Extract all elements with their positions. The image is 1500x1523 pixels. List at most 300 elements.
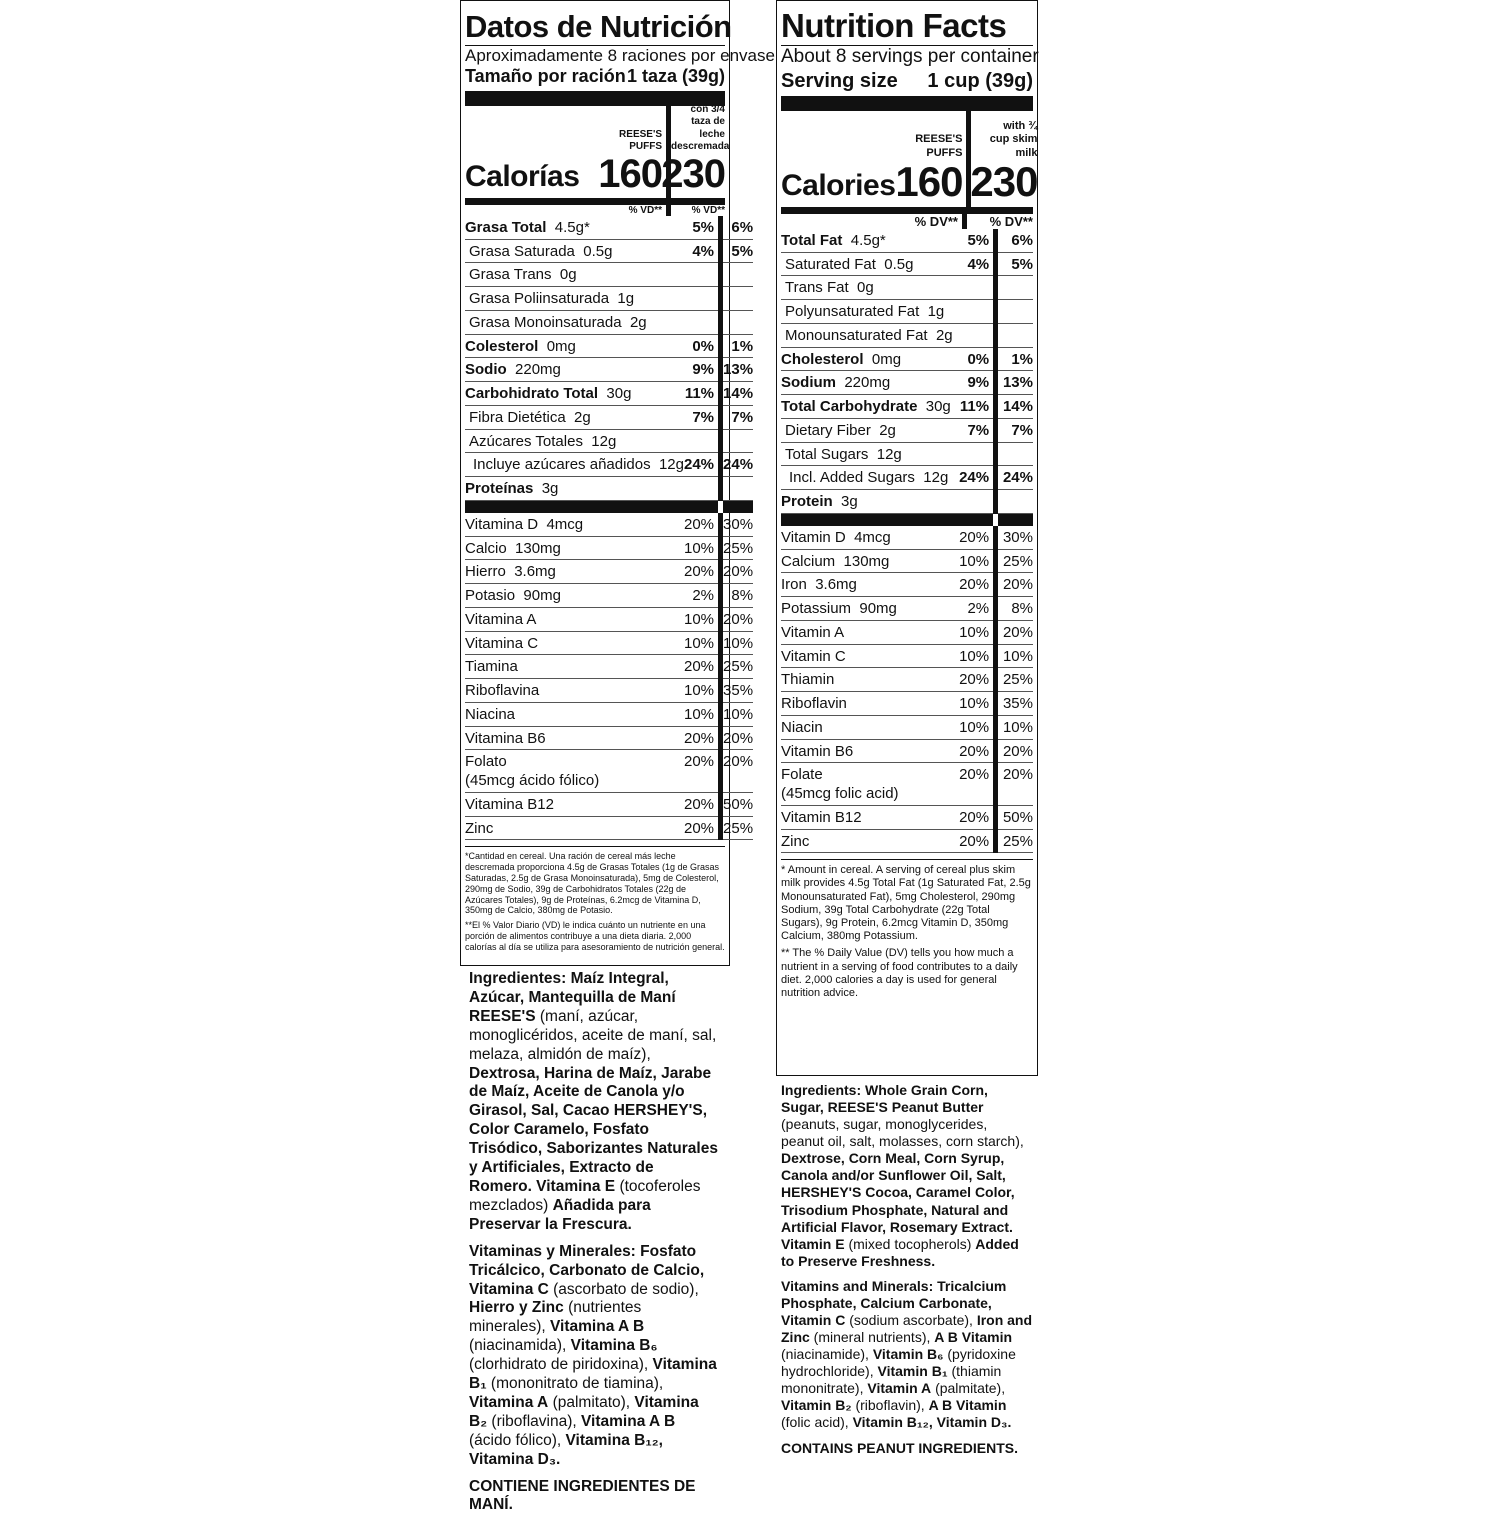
- dv-with-milk: [721, 477, 754, 501]
- dv-with-milk: 20%: [996, 763, 1033, 806]
- nutrient-cell: [465, 263, 684, 287]
- nutrient-cell: [781, 347, 953, 371]
- vitamin-row: [465, 702, 753, 726]
- vitamin-cell: [465, 750, 684, 793]
- vitamin-row: [465, 726, 753, 750]
- nutrient-amount: 12g: [591, 432, 617, 450]
- vitamin-row: [781, 597, 1033, 621]
- vitamin-cell: [465, 607, 684, 631]
- vitmin-text: Vitamina B₂: [469, 1393, 699, 1430]
- nutrient-row: [465, 263, 753, 287]
- dv-cereal: [953, 442, 996, 466]
- dv-with-milk: 35%: [996, 692, 1033, 716]
- nutrient-name: Cholesterol: [781, 350, 864, 368]
- dv-cereal: 11%: [684, 382, 721, 406]
- dv-cereal: 20%: [953, 668, 996, 692]
- dv-with-milk: 20%: [996, 739, 1033, 763]
- nutrient-cell: [781, 276, 953, 300]
- vitmin-text: A B Vitamin: [928, 1397, 1007, 1414]
- dv-with-milk: 5%: [996, 252, 1033, 276]
- dv-with-milk: [721, 310, 754, 334]
- vitamin-cell: [781, 573, 953, 597]
- ingredients-text: Whole Grain Corn, Sugar, REESE'S Peanut Butter: [781, 1082, 988, 1116]
- dv-cereal: 9%: [953, 371, 996, 395]
- english-nutrition-label: [776, 0, 1038, 1076]
- serving-size-value: 1 cup (39g): [927, 69, 1033, 92]
- dv-cereal: 20%: [953, 829, 996, 853]
- nutrient-row: [781, 300, 1033, 324]
- vitamin-row: [781, 805, 1033, 829]
- nutrient-amount: 0g: [559, 266, 577, 284]
- vitamin-cell: [465, 584, 684, 608]
- nutrient-cell: [465, 310, 684, 334]
- vitamin-row: [781, 692, 1033, 716]
- vitmin-text: (riboflavin),: [855, 1397, 925, 1414]
- vitamin-cell: [465, 560, 684, 584]
- vitamin-name: Folate: [781, 766, 823, 784]
- dv-cereal: 10%: [953, 549, 996, 573]
- vitamin-cell: [781, 829, 953, 853]
- vitmin-text: (palmitate),: [935, 1380, 1006, 1397]
- vitmin-text: (palmitato),: [552, 1393, 631, 1411]
- dv-cereal: 5%: [953, 229, 996, 252]
- vitamin-row: [465, 631, 753, 655]
- vitmin-text: A B Vitamin: [934, 1329, 1013, 1346]
- vitamin-name: Niacina: [465, 705, 516, 723]
- serving-size-label: Serving size: [781, 69, 898, 92]
- vitmin-text: Hierro y Zinc: [469, 1299, 564, 1317]
- nutrient-name: Proteínas: [465, 480, 534, 498]
- thick-divider: [781, 513, 1033, 526]
- nutrient-row: [465, 310, 753, 334]
- dv-cereal: 4%: [684, 239, 721, 263]
- dv-cereal: 2%: [953, 597, 996, 621]
- dv-with-milk: 5%: [721, 239, 754, 263]
- nutrient-amount: 0mg: [871, 350, 902, 368]
- dv-cereal: 20%: [684, 816, 721, 840]
- dv-with-milk: 24%: [996, 466, 1033, 490]
- nutrient-row: [465, 239, 753, 263]
- dv-label-milk: % DV**: [962, 214, 1033, 229]
- vitmin-text: (nutrientes minerales),: [469, 1299, 642, 1336]
- vitamin-cell: [465, 679, 684, 703]
- ingredients-text: (peanuts, sugar, monoglycerides, peanut oil, salt, molasses, corn starch),: [781, 1116, 1024, 1150]
- vitamin-amount: 4mcg: [546, 515, 584, 533]
- dv-with-milk: 7%: [721, 405, 754, 429]
- dv-with-milk: 14%: [721, 382, 754, 406]
- nutrient-name: Protein: [781, 493, 833, 511]
- nutrient-name: Total Sugars: [785, 445, 869, 463]
- vitamin-cell: [465, 816, 684, 840]
- vitamins-minerals-label: Vitaminas y Minerales: Fosfato Tricálcico, Carbonato de Calcio, Vitamina C: [469, 1242, 705, 1298]
- vitamin-cell: [781, 668, 953, 692]
- nutrient-amount: 12g: [876, 445, 902, 463]
- vitmin-text: Vitamina A B: [581, 1412, 676, 1430]
- vitamin-name: Hierro: [465, 563, 506, 581]
- nutrient-name: Grasa Saturada: [469, 242, 575, 260]
- nutrient-row: [465, 358, 753, 382]
- nutrient-name: Grasa Monoinsaturada: [469, 313, 622, 331]
- nutrient-name: Fibra Dietética: [469, 408, 566, 426]
- vitamin-name: Riboflavin: [781, 695, 847, 713]
- nutrient-amount: 2g: [574, 408, 591, 426]
- footnote-amount: *Cantidad en cereal. Una ración de cereal más leche descremada proporciona 4.5g de Grasas Totales (1g de Grasas Saturadas, 2.5g de Grasa Monoinsaturada), 5mg de Colesterol, 290mg de Sodio, 39g de Carbohidratos Totales (22g de Azúcares Totales), 9g de Proteínas, 6.2mcg de Vitamina D, 350mg de Calcio, 380mg de Potasio.: [465, 851, 719, 916]
- vitamin-row: [781, 668, 1033, 692]
- calories-label: Calories: [781, 168, 896, 202]
- dv-with-milk: [721, 263, 754, 287]
- nutrient-amount: 2g: [935, 326, 953, 344]
- vitmin-text: Vitamina A B: [549, 1318, 645, 1336]
- ingredients-label: Ingredients:: [781, 1082, 862, 1098]
- nutrient-amount: 1g: [927, 303, 945, 321]
- vitamin-row: [465, 655, 753, 679]
- dv-header: [465, 205, 725, 216]
- dv-with-milk: 24%: [721, 453, 754, 477]
- calories-with-milk: 230: [970, 157, 1038, 205]
- nutrient-table: [465, 216, 753, 841]
- vitamin-cell: [465, 655, 684, 679]
- vitamin-row: [465, 792, 753, 816]
- dv-cereal: 24%: [953, 466, 996, 490]
- allergen-statement: [469, 1478, 719, 1516]
- vitamin-row: [465, 536, 753, 560]
- vitamin-name: Vitamin A: [781, 623, 845, 641]
- nutrient-cell: [781, 442, 953, 466]
- dv-cereal: 20%: [953, 573, 996, 597]
- nutrient-table: [781, 229, 1033, 854]
- nutrient-row: [465, 429, 753, 453]
- dv-cereal: [953, 490, 996, 514]
- dv-cereal: 24%: [684, 453, 721, 477]
- nutrient-name: Monounsaturated Fat: [785, 326, 928, 344]
- thick-divider: [781, 96, 1033, 111]
- dv-with-milk: 25%: [721, 655, 754, 679]
- nutrient-cell: [465, 358, 684, 382]
- vitamin-name: Vitamin C: [781, 647, 846, 665]
- medium-divider: [465, 198, 725, 205]
- vitamin-name: Calcium: [781, 552, 836, 570]
- vitamin-name: Iron: [781, 576, 807, 594]
- nutrient-amount: 0mg: [546, 337, 576, 355]
- nutrient-row: [781, 418, 1033, 442]
- vitamin-name: Calcio: [465, 539, 507, 557]
- dv-with-milk: 7%: [996, 418, 1033, 442]
- vitamin-cell: [781, 805, 953, 829]
- nutrient-name: Sodium: [781, 374, 836, 392]
- dv-cereal: [953, 300, 996, 324]
- nutrient-row: [781, 347, 1033, 371]
- column-header-milk: with ¾ cup skim milk: [989, 119, 1038, 160]
- dv-with-milk: 30%: [721, 513, 754, 536]
- dv-cereal: 20%: [684, 726, 721, 750]
- nutrient-name: Total Carbohydrate: [781, 398, 918, 416]
- nutrient-row: [781, 466, 1033, 490]
- vitamin-cell: [781, 597, 953, 621]
- dv-label-cereal: % VD**: [628, 204, 662, 216]
- vitmin-text: (ascorbato de sodio),: [553, 1280, 699, 1298]
- ingredients-text: Dextrosa, Harina de Maíz, Jarabe de Maíz, Aceite de Canola y/o Girasol, Sal, Cacao HERSHEY'S, Color Caramelo, Fosfato Trisódico, Saborizantes Naturales y Artificiales, Extracto de Romero. Vitamina E: [469, 1064, 718, 1195]
- dv-cereal: 20%: [953, 763, 996, 806]
- nutrient-name: Total Fat: [781, 231, 843, 249]
- vitamin-name: Vitamin B6: [781, 742, 854, 760]
- vitmin-text: (pyridoxine hydrochloride),: [781, 1346, 1016, 1380]
- vitamins-minerals-paragraph: [781, 1278, 1033, 1432]
- servings-per-container: About 8 servings per container: [781, 46, 1039, 67]
- dv-with-milk: 20%: [721, 607, 754, 631]
- vitamin-cell: [781, 644, 953, 668]
- vitamin-name: Zinc: [781, 832, 810, 850]
- nutrient-cell: [781, 418, 953, 442]
- vitamin-amount: 3.6mg: [514, 563, 556, 581]
- dv-cereal: 20%: [684, 513, 721, 536]
- dv-label-milk: % VD**: [666, 205, 725, 216]
- nutrient-cell: [781, 371, 953, 395]
- vitamin-name: Vitamina D: [465, 515, 539, 533]
- vitamin-name: Folato: [465, 753, 507, 771]
- vitamin-row: [465, 513, 753, 536]
- dv-cereal: 10%: [684, 607, 721, 631]
- dv-cereal: 11%: [953, 395, 996, 419]
- vitamin-row: [781, 829, 1033, 853]
- dv-with-milk: 1%: [721, 334, 754, 358]
- footnotes: [781, 859, 1033, 1000]
- dv-with-milk: 8%: [996, 597, 1033, 621]
- dv-cereal: 0%: [684, 334, 721, 358]
- nutrient-name: Carbohidrato Total: [465, 385, 599, 403]
- vitamin-row: [781, 526, 1033, 549]
- dv-cereal: 0%: [953, 347, 996, 371]
- vitamin-name: Thiamin: [781, 671, 835, 689]
- calories-cereal: 160: [895, 157, 963, 205]
- column-header-milk: con 3/4 taza de leche descremada: [671, 103, 730, 153]
- calories-block: [465, 103, 730, 198]
- footnote-daily-value: ** The % Daily Value (DV) tells you how much a nutrient in a serving of food contributes to a daily diet. 2,000 calories a day is used for general nutrition advice.: [781, 947, 1018, 999]
- nutrient-name: Trans Fat: [785, 279, 849, 297]
- ingredients-paragraph: [781, 1082, 1033, 1270]
- vitmin-text: (clorhidrato de piridoxina),: [469, 1356, 649, 1374]
- vitamin-name: Zinc: [465, 819, 494, 837]
- vitmin-text: (thiamin mononitrate),: [781, 1363, 1002, 1397]
- vitamin-row: [465, 750, 753, 793]
- vitamins-minerals-label: Vitamins and Minerals: Tricalcium Phosphate, Calcium Carbonate, Vitamin C: [781, 1277, 1007, 1329]
- spanish-ingredients: [469, 970, 719, 1523]
- dv-cereal: 10%: [684, 536, 721, 560]
- vitamin-cell: [781, 549, 953, 573]
- dv-with-milk: 10%: [996, 715, 1033, 739]
- nutrient-amount: 4.5g*: [554, 218, 590, 236]
- vitamin-row: [465, 584, 753, 608]
- ingredients-text: (tocoferoles mezclados): [469, 1177, 701, 1214]
- dv-cereal: [684, 263, 721, 287]
- dv-cereal: 20%: [953, 526, 996, 549]
- dv-with-milk: 25%: [721, 536, 754, 560]
- nutrient-amount: 1g: [617, 290, 635, 308]
- dv-cereal: 5%: [684, 216, 721, 239]
- vitamin-amount: (45mcg folic acid): [781, 785, 899, 803]
- nutrient-name: Sodio: [465, 361, 507, 379]
- vitmin-text: (ácido fólico),: [469, 1431, 562, 1449]
- nutrient-row: [465, 216, 753, 239]
- nutrient-name: Grasa Total: [465, 218, 547, 236]
- dv-cereal: [953, 276, 996, 300]
- dv-with-milk: 6%: [721, 216, 754, 239]
- nutrient-amount: 220mg: [515, 361, 561, 379]
- vitamin-amount: 4mcg: [854, 528, 891, 546]
- nutrient-amount: 4.5g*: [850, 231, 886, 249]
- vitamin-name: Potassium: [781, 600, 852, 618]
- thick-divider: [465, 500, 753, 513]
- dv-cereal: 10%: [953, 692, 996, 716]
- nutrient-name: Saturated Fat: [785, 255, 876, 273]
- vitmin-text: Vitamina B₆: [570, 1337, 658, 1355]
- nutrient-name: Grasa Trans: [469, 266, 552, 284]
- dv-with-milk: 25%: [996, 668, 1033, 692]
- vitamin-row: [781, 739, 1033, 763]
- dv-with-milk: [996, 490, 1033, 514]
- vitamin-name: Vitamina B12: [465, 795, 554, 813]
- ingredients-text: Añadida para Preservar la Frescura.: [469, 1196, 651, 1233]
- vitmin-text: Vitamin B₁: [877, 1363, 948, 1380]
- vitmin-text: (niacinamide),: [781, 1346, 869, 1363]
- dv-cereal: [684, 477, 721, 501]
- dv-with-milk: [721, 429, 754, 453]
- nutrient-amount: 12g: [923, 469, 949, 487]
- vitamin-amount: 130mg: [515, 539, 561, 557]
- dv-with-milk: 14%: [996, 395, 1033, 419]
- allergen-statement: [781, 1440, 1033, 1457]
- vitamin-name: Vitamina C: [465, 634, 539, 652]
- vitamin-row: [465, 679, 753, 703]
- dv-with-milk: 20%: [996, 620, 1033, 644]
- vitmin-text: Vitamina A: [469, 1393, 549, 1411]
- dv-cereal: 9%: [684, 358, 721, 382]
- nutrient-name: Azúcares Totales: [469, 432, 583, 450]
- nutrient-row: [781, 442, 1033, 466]
- dv-cereal: 10%: [953, 715, 996, 739]
- dv-cereal: 4%: [953, 252, 996, 276]
- dv-with-milk: 20%: [721, 560, 754, 584]
- vitmin-text: Vitamin A: [867, 1380, 932, 1397]
- vitmin-text: (mineral nutrients),: [813, 1329, 931, 1346]
- dv-with-milk: 13%: [996, 371, 1033, 395]
- vitmin-text: Vitamina B₁: [469, 1356, 717, 1393]
- vitamin-amount: 90mg: [523, 587, 561, 605]
- nutrient-row: [465, 477, 753, 501]
- vitamin-row: [781, 715, 1033, 739]
- vitamin-name: Vitamina B6: [465, 729, 546, 747]
- nutrient-cell: [465, 453, 684, 477]
- vitamin-cell: [781, 739, 953, 763]
- vitmin-text: Vitamina B₁₂, Vitamina D₃.: [469, 1431, 663, 1468]
- vitamin-cell: [781, 526, 953, 549]
- vitamin-row: [781, 644, 1033, 668]
- dv-with-milk: 30%: [996, 526, 1033, 549]
- dv-with-milk: 13%: [721, 358, 754, 382]
- allergen-text: CONTIENE INGREDIENTES DE MANÍ.: [469, 1477, 696, 1514]
- vitmin-text: Vitamin B₆: [872, 1346, 944, 1363]
- dv-with-milk: 25%: [721, 816, 754, 840]
- nutrient-row: [781, 229, 1033, 252]
- nutrient-cell: [465, 287, 684, 311]
- vitamin-row: [465, 816, 753, 840]
- spanish-nutrition-label: [460, 0, 775, 966]
- vitamin-row: [781, 620, 1033, 644]
- nutrient-amount: 0.5g: [583, 242, 613, 260]
- dv-cereal: 10%: [684, 702, 721, 726]
- nutrient-cell: [781, 300, 953, 324]
- nutrient-cell: [465, 334, 684, 358]
- nutrient-cell: [781, 323, 953, 347]
- nutrient-name: Incl. Added Sugars: [789, 469, 915, 487]
- dv-with-milk: 20%: [721, 726, 754, 750]
- dv-with-milk: [996, 442, 1033, 466]
- dv-with-milk: 20%: [996, 573, 1033, 597]
- dv-header: [781, 214, 1033, 229]
- ingredients-text: Dextrose, Corn Meal, Corn Syrup, Canola and/or Sunflower Oil, Salt, HERSHEY'S Cocoa, Caramel Color, Trisodium Phosphate, Natural and Artificial Flavor, Rosemary Extract. Vitamin E: [781, 1150, 1015, 1252]
- dv-with-milk: [996, 323, 1033, 347]
- vitamin-row: [465, 560, 753, 584]
- dv-with-milk: 10%: [996, 644, 1033, 668]
- nutrient-cell: [781, 490, 953, 514]
- nutrient-name: Incluye azúcares añadidos: [473, 456, 651, 474]
- dv-with-milk: 8%: [721, 584, 754, 608]
- vitamin-cell: [465, 536, 684, 560]
- vitamin-name: Tiamina: [465, 658, 518, 676]
- nutrient-amount: 0g: [856, 279, 874, 297]
- nutrient-row: [781, 252, 1033, 276]
- vitamin-cell: [465, 513, 684, 536]
- dv-with-milk: [996, 300, 1033, 324]
- nutrient-name: Dietary Fiber: [785, 421, 871, 439]
- nutrient-row: [465, 287, 753, 311]
- vitamin-cell: [781, 620, 953, 644]
- footnote-amount: * Amount in cereal. A serving of cereal plus skim milk provides 4.5g Total Fat (1g Saturated Fat, 2.5g Monounsaturated Fat), 5mg Cholesterol, 290mg Sodium, 39g Total Carbohydrate (22g Total Sugars), 9g Protein, 6.2mcg Vitamin D, 350mg Calcium, 380mg Potassium.: [781, 864, 1031, 943]
- dv-with-milk: 50%: [721, 792, 754, 816]
- nutrient-row: [781, 395, 1033, 419]
- vitmin-text: (riboflavina),: [491, 1412, 577, 1430]
- vitamin-row: [781, 763, 1033, 806]
- nutrient-row: [781, 323, 1033, 347]
- nutrient-row: [465, 405, 753, 429]
- serving-size-value: 1 taza (39g): [626, 66, 725, 87]
- dv-cereal: 20%: [684, 792, 721, 816]
- calories-with-milk: 230: [661, 151, 725, 196]
- dv-with-milk: [996, 276, 1033, 300]
- nutrient-amount: 2g: [629, 313, 647, 331]
- nutrient-name: Colesterol: [465, 337, 539, 355]
- dv-cereal: [953, 323, 996, 347]
- panel-title: Datos de Nutrición: [465, 9, 732, 44]
- dv-cereal: 20%: [684, 655, 721, 679]
- dv-with-milk: 10%: [721, 631, 754, 655]
- vitamin-amount: (45mcg ácido fólico): [465, 772, 600, 790]
- dv-with-milk: [721, 287, 754, 311]
- dv-cereal: 20%: [684, 560, 721, 584]
- dv-cereal: 7%: [684, 405, 721, 429]
- vitamin-name: Riboflavina: [465, 682, 540, 700]
- vitamins-minerals-paragraph: [469, 1243, 719, 1470]
- nutrient-amount: 30g: [925, 398, 951, 416]
- dv-cereal: 10%: [684, 631, 721, 655]
- vitamin-cell: [781, 715, 953, 739]
- nutrient-name: Polyunsaturated Fat: [785, 303, 920, 321]
- calories-block: [781, 111, 1038, 207]
- nutrient-row: [781, 371, 1033, 395]
- dv-with-milk: 1%: [996, 347, 1033, 371]
- dv-cereal: [684, 429, 721, 453]
- english-ingredients: [781, 1082, 1033, 1465]
- servings-per-container: Aproximadamente 8 raciones por envase: [465, 46, 775, 65]
